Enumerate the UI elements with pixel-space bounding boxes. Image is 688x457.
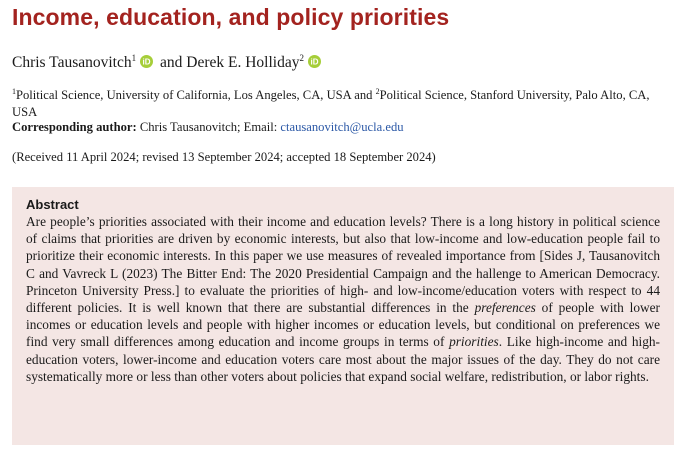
- abstract-box: [12, 187, 674, 445]
- abstract-segment: Are people’s priorities associated with their income and education levels? There is a long history in political science of claims that priorities are driven by economic interests, but also that low-income and low-education people fail to prioritize their economic interests. In this paper we use measures of revealed importance from [Sides J, Tausanovitch C and Vavreck L (2023) The Bitter End: The 2020 Presidential Campaign and the hallenge to American Democracy. Princeton University Press.] to evaluate the priorities of high- and low-income/education voters with respect to 44 different policies. It is well known that there are substantial differences in the: [26, 214, 660, 316]
- orcid-icon[interactable]: [308, 55, 321, 68]
- abstract-text: [26, 213, 660, 385]
- affil-number: 2: [375, 87, 380, 96]
- author-affil-number: 1: [131, 53, 137, 63]
- abstract-segment: of people with lower incomes or education levels and people with higher incomes or education levels, but conditional on preferences we find very small differences among education and income groups in terms of: [26, 300, 660, 350]
- corresponding-author: [12, 120, 404, 135]
- affiliation-joiner: and: [354, 88, 373, 102]
- orcid-icon[interactable]: [140, 55, 153, 68]
- paper-title: Income, education, and policy priorities: [12, 4, 450, 30]
- affiliation-text: Political Science, Stanford University, Palo Alto, CA, USA: [12, 88, 650, 119]
- corresponding-label: Corresponding author:: [12, 120, 137, 134]
- author-name[interactable]: Derek E. Holliday: [186, 54, 300, 71]
- affiliation-text: Political Science, University of California, Los Angeles, CA, USA: [16, 88, 352, 102]
- corresponding-name: Chris Tausanovitch; Email:: [139, 120, 278, 134]
- received-dates: (Received 11 April 2024; revised 13 September 2024; accepted 18 September 2024): [12, 150, 436, 164]
- abstract-segment: . Like high-income and high-education voters, lower-income and education voters care most about the major issues of the day. They do not care systematically more or less than other voters about policies that expand social welfare, redistribution, or labor rights.: [26, 334, 660, 384]
- affil-number: 1: [12, 87, 16, 96]
- author-line: [12, 53, 324, 72]
- author-affil-number: 2: [299, 53, 304, 63]
- abstract-heading: Abstract: [26, 197, 79, 212]
- abstract-emphasis: preferences: [474, 300, 536, 316]
- svg-text:iD: iD: [310, 57, 319, 67]
- email-link[interactable]: ctausanovitch@ucla.edu: [280, 120, 404, 134]
- author-joiner: and: [159, 54, 183, 71]
- affiliations: [12, 84, 676, 120]
- author-name[interactable]: Chris Tausanovitch: [12, 54, 132, 71]
- abstract-emphasis: priorities: [449, 334, 499, 350]
- svg-text:iD: iD: [142, 57, 151, 67]
